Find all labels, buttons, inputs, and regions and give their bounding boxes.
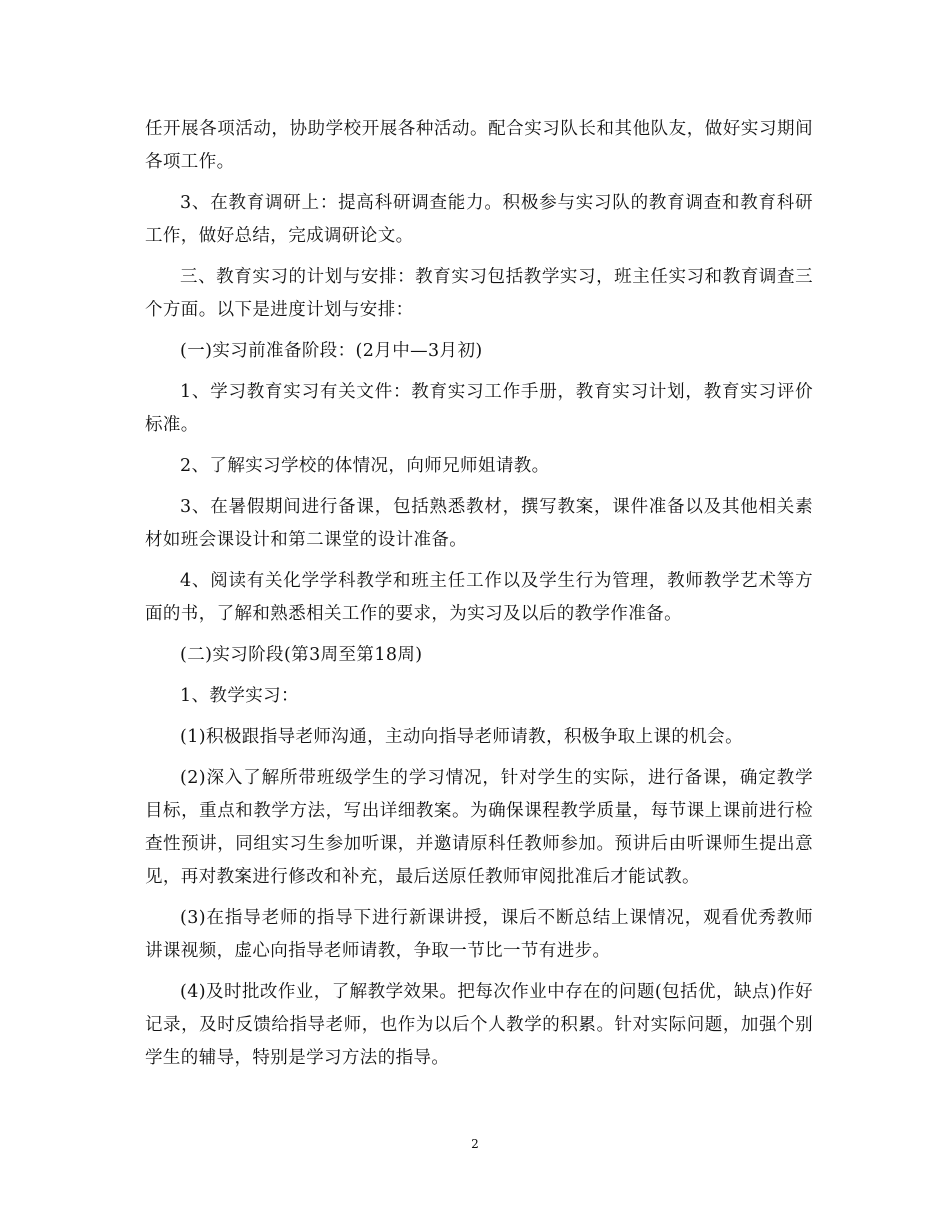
paragraph-research: 3、在教育调研上：提高科研调查能力。积极参与实习队的教育调查和教育科研工作，做好总结，完成调研论文。 bbox=[145, 193, 813, 246]
paragraph-continuation: 任开展各项活动，协助学校开展各种活动。配合实习队长和其他队友，做好实习期间各项工作。 bbox=[145, 119, 813, 172]
paragraph-item-1: (1)积极跟指导老师沟通，主动向指导老师请教，积极争取上课的机会。 bbox=[180, 727, 743, 747]
subheading-teaching: 1、教学实习： bbox=[180, 686, 299, 706]
section-heading-internship: (二)实习阶段(第3周至第18周) bbox=[180, 645, 423, 665]
section-heading-preparation: (一)实习前准备阶段：(2月中—3月初) bbox=[180, 341, 483, 361]
paragraph-item-4: (4)及时批改作业，了解教学效果。把每次作业中存在的问题(包括优，缺点)作好记录，及时反馈给指导老师，也作为以后个人教学的积累。针对实际问题，加强个别学生的辅导，特别是学习方法的指导。 bbox=[145, 982, 813, 1068]
paragraph-understand-school: 2、了解实习学校的体情况，向师兄师姐请教。 bbox=[180, 456, 550, 476]
paragraph-plan-heading: 三、教育实习的计划与安排：教育实习包括教学实习，班主任实习和教育调查三个方面。以下是进度计划与安排： bbox=[145, 267, 813, 320]
page-number: 2 bbox=[471, 1137, 479, 1151]
paragraph-reading: 4、阅读有关化学学科教学和班主任工作以及学生行为管理，教师教学艺术等方面的书，了解和熟悉相关工作的要求，为实习及以后的教学作准备。 bbox=[145, 571, 813, 624]
paragraph-item-2: (2)深入了解所带班级学生的学习情况，针对学生的实际，进行备课，确定教学目标，重点和教学方法，写出详细教案。为确保课程教学质量，每节课上课前进行检查性预讲，同组实习生参加听课，并邀请原科任教师参加。预讲后由听课师生提出意见，再对教案进行修改和补充，最后送原任教师审阅批准后才能试教。 bbox=[145, 768, 813, 887]
paragraph-item-3: (3)在指导老师的指导下进行新课讲授，课后不断总结上课情况，观看优秀教师讲课视频，虚心向指导老师请教，争取一节比一节有进步。 bbox=[145, 908, 813, 961]
paragraph-lesson-prep: 3、在暑假期间进行备课，包括熟悉教材，撰写教案，课件准备以及其他相关素材如班会课设计和第二课堂的设计准备。 bbox=[145, 497, 813, 550]
paragraph-study-documents: 1、学习教育实习有关文件：教育实习工作手册，教育实习计划，教育实习评价标准。 bbox=[145, 382, 813, 435]
document-body bbox=[145, 113, 813, 1083]
